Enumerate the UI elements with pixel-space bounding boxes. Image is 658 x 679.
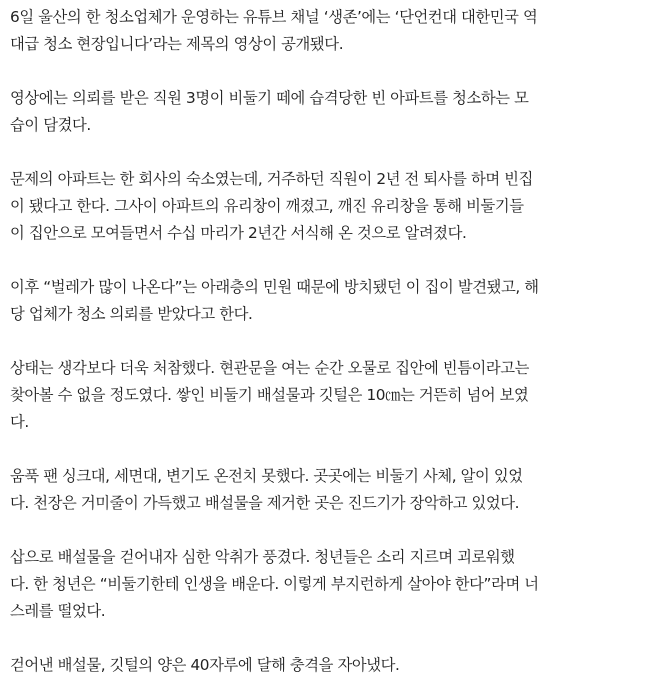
paragraph-line: 6일 울산의 한 청소업체가 운영하는 유튜브 채널 ‘생존’에는 ‘단언컨대 대한민국 역 xyxy=(10,8,538,26)
paragraph-line: 이 집안으로 모여들면서 수십 마리가 2년간 서식해 온 것으로 알려졌다. xyxy=(10,224,467,242)
paragraph-line: 찾아볼 수 없을 정도였다. 쌓인 비둘기 배설물과 깃털은 10㎝는 거뜬히 넘어 보였 xyxy=(10,386,529,404)
paragraph-line: 다. 한 청년은 “비둘기한테 인생을 배운다. 이렇게 부지런하게 살아야 한다”라며 너 xyxy=(10,575,539,593)
paragraph-line: 스레를 떨었다. xyxy=(10,602,106,620)
paragraph-line: 영상에는 의뢰를 받은 직원 3명이 비둘기 떼에 습격당한 빈 아파트를 청소하는 모 xyxy=(10,89,529,107)
paragraph-line: 이 됐다고 한다. 그사이 아파트의 유리창이 깨졌고, 깨진 유리창을 통해 비둘기들 xyxy=(10,197,524,215)
paragraph-line: 상태는 생각보다 더욱 처참했다. 현관문을 여는 순간 오물로 집안에 빈틈이라고는 xyxy=(10,359,530,377)
article-paragraph-8 xyxy=(10,652,650,679)
paragraph-line: 삽으로 배설물을 걷어내자 심한 악취가 풍겼다. 청년들은 소리 지르며 괴로워했 xyxy=(10,548,515,566)
paragraph-line: 당 업체가 청소 의뢰를 받았다고 한다. xyxy=(10,305,253,323)
article-paragraph-4 xyxy=(10,274,650,328)
paragraph-line: 움푹 팬 싱크대, 세면대, 변기도 온전치 못했다. 곳곳에는 비둘기 사체, 알이 있었 xyxy=(10,467,523,485)
article-body xyxy=(10,4,650,679)
article-paragraph-5 xyxy=(10,355,650,436)
paragraph-line: 문제의 아파트는 한 회사의 숙소였는데, 거주하던 직원이 2년 전 퇴사를 하며 빈집 xyxy=(10,170,533,188)
article-paragraph-7 xyxy=(10,544,650,625)
paragraph-line: 대급 청소 현장입니다’라는 제목의 영상이 공개됐다. xyxy=(10,35,344,53)
paragraph-line: 다. xyxy=(10,413,29,431)
article-paragraph-2 xyxy=(10,85,650,139)
article-paragraph-3 xyxy=(10,166,650,247)
article-paragraph-1 xyxy=(10,4,650,58)
paragraph-line: 이후 “벌레가 많이 나온다”는 아래층의 민원 때문에 방치됐던 이 집이 발견됐고, 해 xyxy=(10,278,539,296)
paragraph-line: 다. 천장은 거미줄이 가득했고 배설물을 제거한 곳은 진드기가 장악하고 있었다. xyxy=(10,494,520,512)
paragraph-line: 걷어낸 배설물, 깃털의 양은 40자루에 달해 충격을 자아냈다. xyxy=(10,656,400,674)
paragraph-line: 습이 담겼다. xyxy=(10,116,91,134)
article-paragraph-6 xyxy=(10,463,650,517)
